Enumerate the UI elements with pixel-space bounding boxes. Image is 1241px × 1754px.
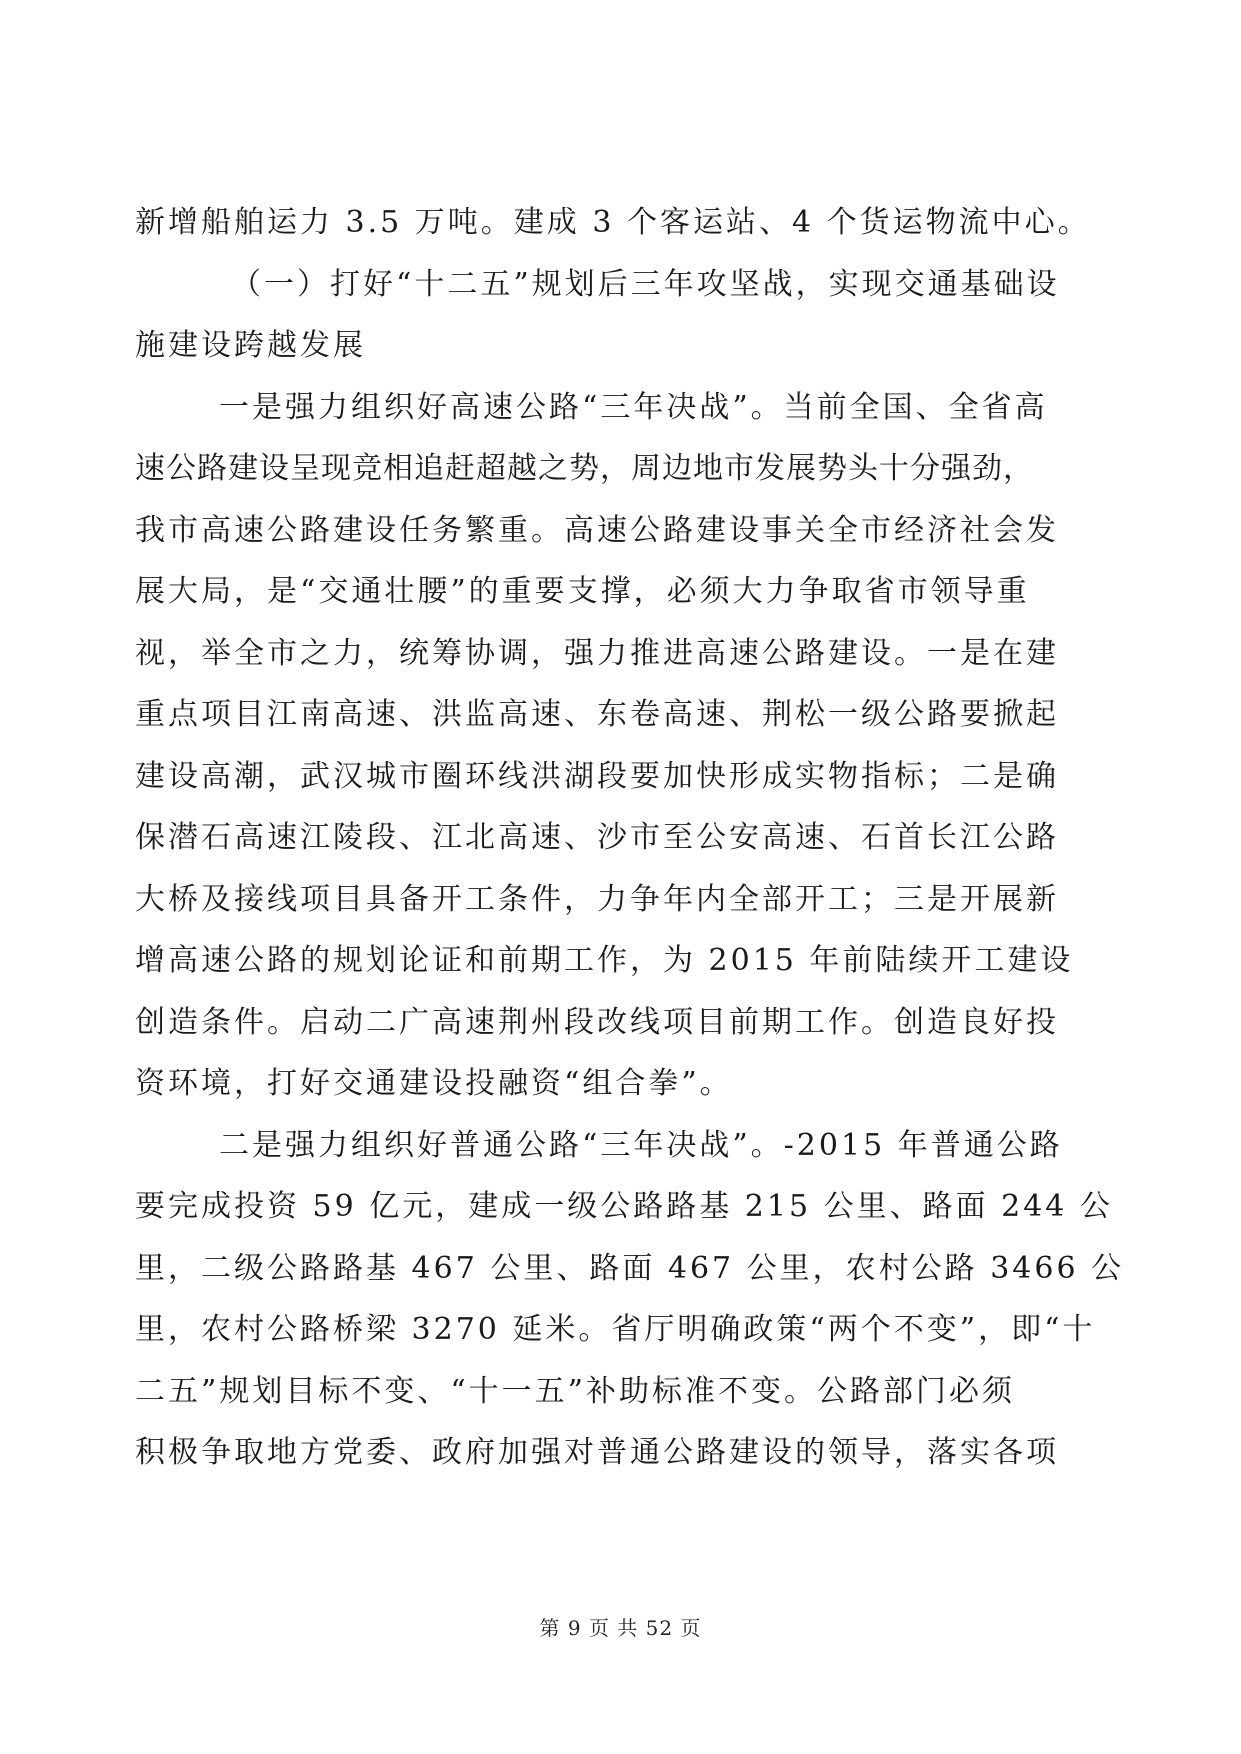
text-line: 视，举全市之力，统筹协调，强力推进高速公路建设。一是在建 [135, 635, 1059, 671]
text-line: 建设高潮，武汉城市圈环线洪湖段要加快形成实物指标；二是确 [135, 758, 1059, 794]
text-line: 保潜石高速江陵段、江北高速、沙市至公安高速、石首长江公路 [135, 820, 1059, 855]
document-body [135, 192, 1125, 1484]
text-line: 重点项目江南高速、洪监高速、东卷高速、荆松一级公路要掀起 [135, 697, 1059, 732]
text-line: 要完成投资 59 亿元，建成一级公路路基 215 公里、路面 244 公 [135, 1189, 1113, 1224]
text-line: 里，农村公路桥梁 3270 延米。省厅明确政策“两个不变”，即“十 [135, 1312, 1096, 1347]
paragraph-first-line: 二是强力组织好普通公路“三年决战”。-2015 年普通公路 [219, 1127, 1063, 1163]
text-line: 新增船舶运力 3.5 万吨。建成 3 个客运站、4 个货运物流中心。 [135, 205, 1091, 240]
text-line: 大桥及接线项目具备开工条件，力争年内全部开工；三是开展新 [135, 881, 1059, 917]
text-line: 资环境，打好交通建设投融资“组合拳”。 [135, 1066, 733, 1101]
text-line: 我市高速公路建设任务繁重。高速公路建设事关全市经济社会发 [135, 512, 1059, 548]
section-heading-line: 施建设跨越发展 [135, 328, 366, 363]
text-line: 增高速公路的规划论证和前期工作，为 2015 年前陆续开工建设 [135, 943, 1074, 978]
paragraph-first-line: 一是强力组织好高速公路“三年决战”。当前全国、全省高 [219, 389, 1048, 425]
section-heading-line: （一）打好“十二五”规划后三年攻坚战，实现交通基础设 [231, 266, 1060, 302]
text-line: 展大局，是“交通壮腰”的重要支撑，必须大力争取省市领导重 [135, 574, 1030, 609]
page-number-footer: 第 9 页 共 52 页 [539, 1616, 702, 1640]
text-line: 速公路建设呈现竞相追赶超越之势，周边地市发展势头十分强劲， [135, 451, 1034, 486]
text-line: 二五”规划目标不变、“十一五”补助标准不变。公路部门必须 [135, 1373, 1016, 1409]
text-line: 创造条件。启动二广高速荆州段改线项目前期工作。创造良好投 [135, 1004, 1059, 1040]
text-line: 积极争取地方党委、政府加强对普通公路建设的领导，落实各项 [135, 1435, 1059, 1470]
text-line: 里，二级公路路基 467 公里、路面 467 公里，农村公路 3466 公 [135, 1250, 1125, 1286]
